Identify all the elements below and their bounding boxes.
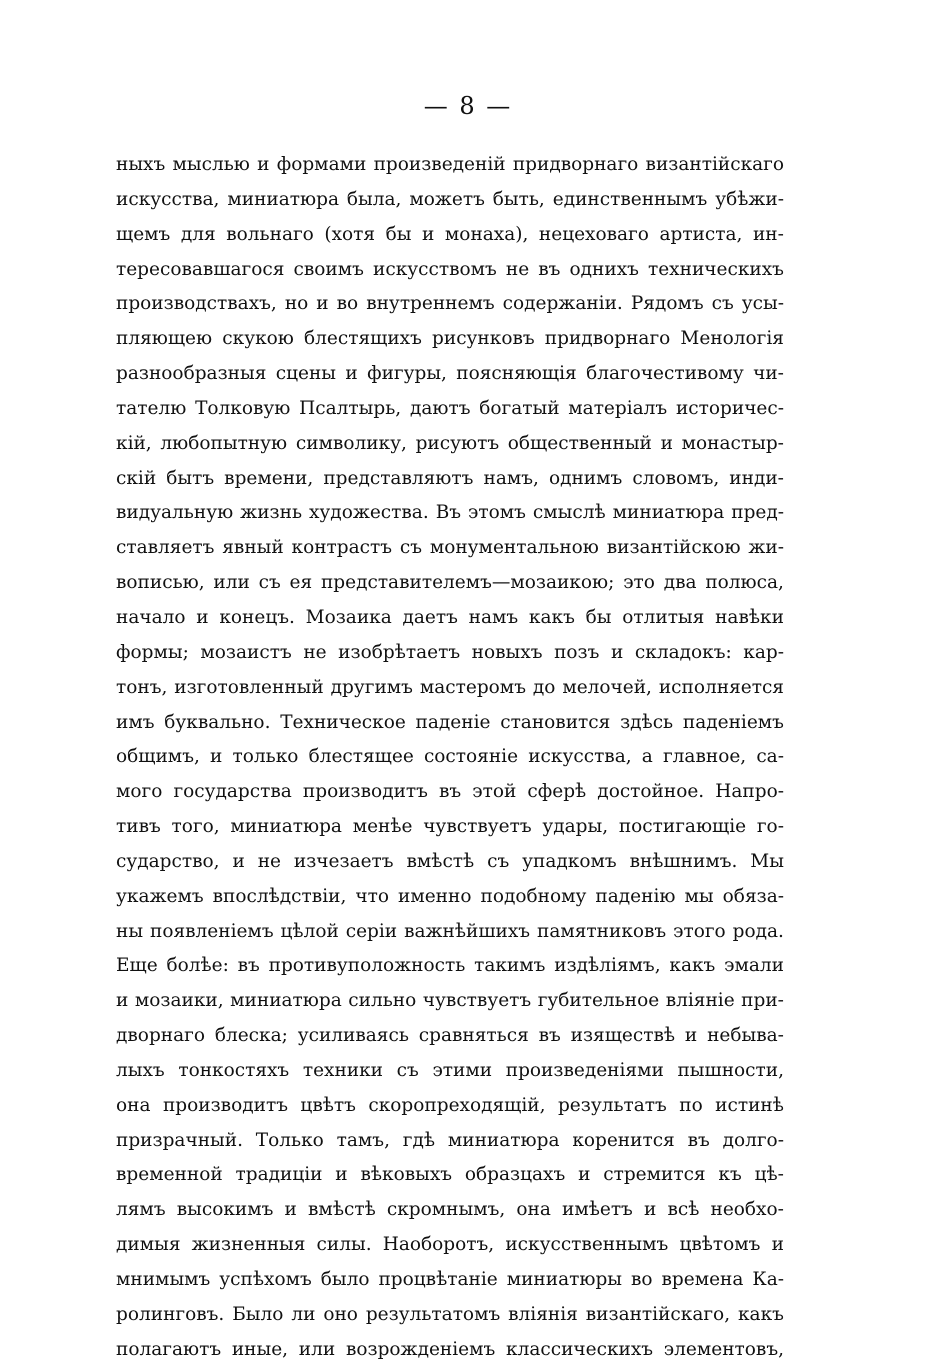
text-line: ныхъ мыслью и формами произведенiй придворнаго византiйскаго: [116, 154, 784, 175]
text-line: димыя жизненныя силы. Наоборотъ, искусственнымъ цвѣтомъ и: [116, 1234, 784, 1256]
text-line: мого государства производитъ въ этой сферѣ достойное. Напро-: [116, 781, 784, 803]
text-line: разнообразныя сцены и фигуры, поясняющiя благочестивому чи-: [116, 363, 784, 385]
text-line: щемъ для вольнаго (хотя бы и монаха), нецеховаго артиста, ин-: [116, 223, 784, 245]
text-line: Еще болѣе: въ противуположность такимъ издѣлiямъ, какъ эмали: [116, 955, 784, 977]
text-line: имъ буквально. Техническое паденiе становится здѣсь паденiемъ: [116, 711, 784, 733]
text-line: кiй, любопытную символику, рисуютъ общественный и монастыр-: [116, 432, 784, 454]
text-line: тателю Толковую Псалтырь, даютъ богатый матерiалъ историчес-: [116, 397, 784, 419]
text-line: начало и конецъ. Мозаика даетъ намъ какъ бы отлитыя навѣки: [116, 606, 784, 628]
text-line: тонъ, изготовленный другимъ мастеромъ до мелочей, исполняется: [116, 676, 784, 698]
page-number: — 8 —: [423, 92, 513, 120]
text-line: и мозаики, миниатюра сильно чувствуетъ губительное влiянiе при-: [116, 990, 784, 1012]
text-line: вописью, или съ ея представителемъ—мозаикою; это два полюса,: [116, 572, 784, 594]
text-line: ны появленiемъ цѣлой серiи важнѣйшихъ памятниковъ этого рода.: [116, 920, 784, 942]
text-line: дворнаго блеска; усиливаясь сравняться въ изяществѣ и небыва-: [116, 1025, 784, 1047]
text-line: ролинговъ. Было ли оно результатомъ влiянiя византiйскаго, какъ: [116, 1303, 784, 1325]
text-line: сударство, и не изчезаетъ вмѣстѣ съ упадкомъ внѣшнимъ. Мы: [116, 850, 784, 872]
text-line: тересовавшагося своимъ искусствомъ не въ однихъ техническихъ: [116, 258, 784, 280]
text-line: скiй бытъ времени, представляютъ намъ, однимъ словомъ, инди-: [116, 467, 784, 489]
text-line: видуальную жизнь художества. Въ этомъ смыслѣ миниатюра пред-: [116, 502, 784, 524]
text-line: она производитъ цвѣтъ скоропреходящiй, результатъ по истинѣ: [116, 1094, 784, 1116]
text-line: пляющею скукою блестящихъ рисунковъ придворнаго Менологiя: [116, 328, 784, 350]
text-line: производствахъ, но и во внутреннемъ содержанiи. Рядомъ съ усы-: [116, 293, 784, 315]
body-text: [116, 148, 784, 1368]
text-line: общимъ, и только блестящее состоянiе искусства, а главное, са-: [116, 746, 784, 768]
text-line: тивъ того, миниатюра менѣе чувствуетъ удары, постигающiе го-: [116, 816, 784, 838]
text-line: искусства, миниатюра была, можетъ быть, единственнымъ убѣжи-: [116, 188, 784, 210]
text-line: временной традицiи и вѣковыхъ образцахъ и стремится къ цѣ-: [116, 1164, 784, 1186]
text-line: полагаютъ иные, или возрожденiемъ классическихъ элементовъ,: [116, 1338, 784, 1360]
text-line: лыхъ тонкостяхъ техники съ этими произведенiями пышности,: [116, 1059, 784, 1081]
text-line: мнимымъ успѣхомъ было процвѣтанiе миниатюры во времена Ка-: [116, 1269, 784, 1290]
text-line: призрачный. Только тамъ, гдѣ миниатюра коренится въ долго-: [116, 1129, 784, 1151]
text-line: укажемъ впослѣдствiи, что именно подобному паденiю мы обяза-: [116, 885, 784, 907]
text-line: формы; мозаистъ не изобрѣтаетъ новыхъ позъ и складокъ: кар-: [116, 641, 784, 663]
text-line: лямъ высокимъ и вмѣстѣ скромнымъ, она имѣетъ и всѣ необхо-: [116, 1199, 784, 1221]
text-line: ставляетъ явный контрастъ съ монументальною византiйскою жи-: [116, 537, 784, 559]
